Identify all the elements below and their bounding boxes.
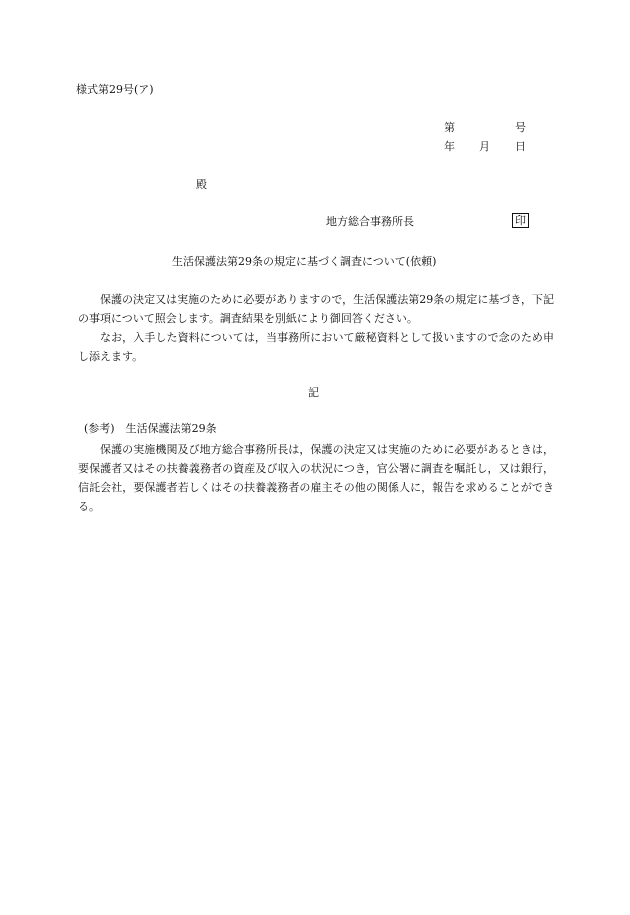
seal-mark: 印 — [512, 213, 529, 228]
reference-heading: (参考) 生活保護法第29条 — [84, 422, 217, 435]
form-number: 様式第29号(ア) — [76, 83, 154, 96]
reference-text: 保護の実施機関及び地方総合事務所長は，保護の決定又は実施のために必要があるときは，要保護者又はその扶養義務者の資産及び収入の状況につき，官公署に調査を嘱託し，又は銀行，信託会社，要保護者若しくはその扶養義務者の雇主その他の関係人に，報告を求めることができる。 — [78, 443, 554, 513]
ki-heading: 記 — [308, 386, 319, 399]
body-paragraph-2: なお，入手した資料については，当事務所において厳秘資料として扱いますので念のため申し添えます。 — [78, 331, 554, 363]
doc-number-prefix: 第 — [444, 121, 455, 134]
doc-number-suffix: 号 — [515, 121, 526, 134]
date-month-label: 月 — [479, 140, 490, 153]
date-day-label: 日 — [515, 140, 526, 153]
sender-name: 地方総合事務所長 — [326, 215, 414, 228]
subject-line: 生活保護法第29条の規定に基づく調査について(依頼) — [172, 255, 437, 268]
body-paragraph-1: 保護の決定又は実施のために必要がありますので，生活保護法第29条の規定に基づき，下記の事項について照会します。調査結果を別紙により御回答ください。 — [78, 293, 554, 325]
date-year-label: 年 — [444, 140, 455, 153]
addressee-honorific: 殿 — [196, 178, 207, 191]
